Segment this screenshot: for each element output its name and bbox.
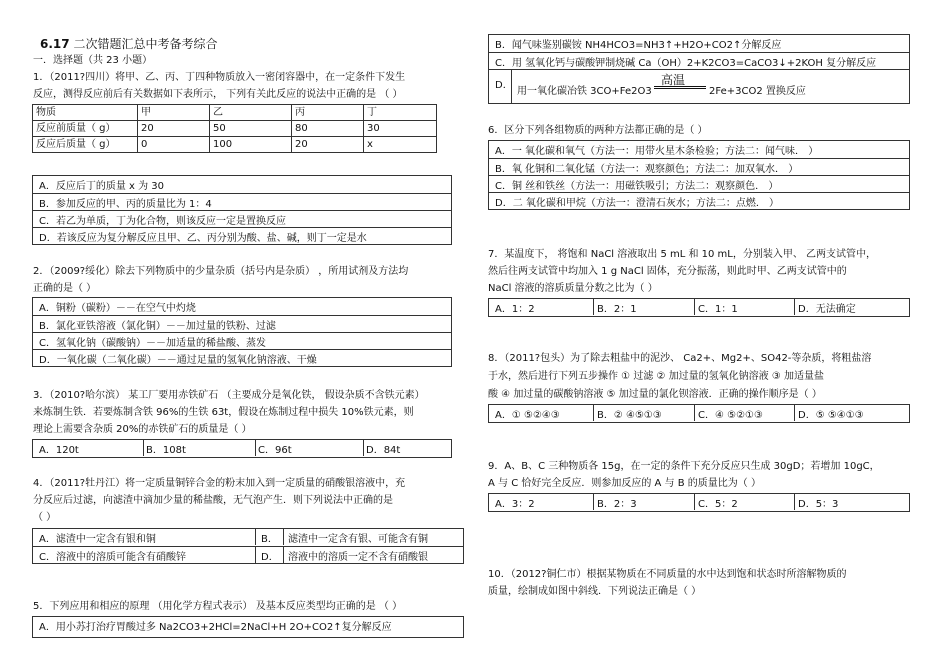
q7-options	[488, 298, 910, 317]
option-d[interactable]: D．无法确定	[798, 304, 856, 315]
option-d-products: 2Fe+3CO2 置换反应	[709, 86, 806, 97]
table-cell: 100	[210, 137, 292, 153]
q5-option-a-box	[32, 616, 464, 638]
q7-stem-line2: 然后往两支试管中均加入 1 g NaCl 固体，充分振荡，则此时甲、乙两支试管中的	[488, 266, 847, 277]
option-b[interactable]: B．闻气味鉴别碳铵 NH4HCO3=NH3↑+H2O+CO2↑分解反应	[495, 40, 782, 51]
option-a[interactable]: A．铜粉（碳粉）－－在空气中灼烧	[39, 303, 196, 314]
q5-stem: 5．下列应用和相应的原理 （用化学方程式表示） 及基本反应类型均正确的是 （ ）	[33, 601, 403, 612]
option-c[interactable]: C．用 氢氧化钙与碳酸钾制烧碱 Ca（OH）2+K2CO3=CaCO3↓+2KOH 复分解反应	[489, 52, 909, 69]
divider	[255, 529, 256, 545]
option-a[interactable]: A．用小苏打治疗胃酸过多 Na2CO3+2HCl=2NaCl+H 2O+CO2↑复分解反应	[39, 622, 392, 633]
q4-options	[32, 528, 464, 564]
q9-stem-line2: A 与 C 恰好完全反应．则参加反应的 A 与 B 的质量比为（ ）	[488, 478, 761, 489]
page-title: 6.17 二次错题汇总中考备考综合	[40, 37, 218, 51]
option-a[interactable]: A．① ⑤②④③	[495, 410, 560, 421]
equals-line-top	[654, 86, 706, 87]
option-a[interactable]: A．反应后丁的质量 x 为 30	[39, 181, 165, 192]
q2-options	[32, 297, 452, 367]
option-a[interactable]: A．滤渣中一定含有银和铜	[39, 534, 156, 545]
option-b[interactable]: B．2：1	[597, 304, 637, 315]
table-cell: x	[364, 137, 437, 153]
option-d[interactable]: D．84t	[366, 445, 401, 456]
option-row	[33, 440, 451, 456]
q9-stem-line1: 9．A、B、C 三种物质各 15g，在一定的条件下充分反应只生成 30gD；若增加 10gC，	[488, 461, 880, 472]
option-b[interactable]: B．参加反应的甲、丙的质量比为 1：4	[33, 193, 451, 210]
table-row	[33, 121, 437, 137]
option-b[interactable]: B．氧 化铜和二氧化锰（方法一：观察颜色；方法二：加双氧水． ）	[489, 158, 909, 175]
table-cell: 反应前质量（ g）	[33, 121, 138, 137]
q1-options	[32, 175, 452, 245]
divider	[511, 70, 512, 104]
option-c[interactable]: C．若乙为单质，丁为化合物，则该反应一定是置换反应	[33, 210, 451, 227]
option-a[interactable]: A．1：2	[495, 304, 535, 315]
q8-stem-line1: 8．（2011?包头）为了除去粗盐中的泥沙、 Ca2+、Mg2+、SO42-等杂质，将粗盐溶	[488, 353, 872, 364]
q6-options	[488, 140, 910, 210]
option-a[interactable]: A．3：2	[495, 499, 535, 510]
q4-stem-line1: 4．（2011?牡丹江）将一定质量铜锌合金的粉末加入到一定质量的硝酸银溶液中，充	[33, 478, 406, 489]
q10-stem-line1: 10．（2012?铜仁市）根据某物质在不同质量的水中达到饱和状态时所溶解物质的	[488, 569, 847, 580]
q3-options	[32, 439, 452, 458]
table-cell: 50	[210, 121, 292, 137]
option-row	[33, 529, 463, 545]
option-c[interactable]: C．溶液中的溶质可能含有硝酸锌	[39, 552, 186, 563]
option-c[interactable]: C．1：1	[698, 304, 738, 315]
q8-stem-line3: 酸 ④ 加过量的碳酸钠溶液 ⑤ 加过量的氯化钡溶液．正确的操作顺序是（ ）	[488, 389, 822, 400]
table-cell: 丙	[292, 105, 364, 121]
table-cell: 甲	[138, 105, 210, 121]
option-row	[489, 405, 909, 421]
q6-stem: 6．区分下列各组物质的两种方法都正确的是（ ）	[488, 125, 708, 136]
option-d[interactable]: D．⑤ ⑤④①③	[798, 410, 864, 421]
option-row	[33, 546, 463, 563]
q3-stem-line1: 3．（2010?哈尔滨） 某工厂要用赤铁矿石 （主要成分是氧化铁， 假设杂质不含铁元素）	[33, 390, 425, 401]
q1-stem-line2: 反应，测得反应前后有关数据如下表所示， 下列有关此反应的说法中正确的是 （ ）	[33, 89, 403, 100]
divider	[694, 494, 695, 510]
option-c[interactable]: C．5：2	[698, 499, 738, 510]
table-cell: 30	[364, 121, 437, 137]
divider	[794, 494, 795, 510]
option-c[interactable]: C．铜 丝和铁丝（方法一：用磁铁吸引；方法二：观察颜色． ）	[489, 175, 909, 192]
option-c[interactable]: C．④ ⑤②①③	[698, 410, 763, 421]
table-cell: 80	[292, 121, 364, 137]
divider	[694, 299, 695, 315]
option-b[interactable]: 滤渣中一定含有银、可能含有铜	[288, 534, 428, 545]
option-b[interactable]: B．氯化亚铁溶液（氯化铜）－－加过量的铁粉、过滤	[33, 315, 451, 332]
option-d[interactable]: 溶液中的溶质一定不含有硝酸银	[288, 552, 428, 563]
option-row	[489, 299, 909, 315]
divider	[283, 529, 284, 545]
equals-line-bottom	[654, 88, 706, 89]
table-cell: 反应后质量（ g）	[33, 137, 138, 153]
table-cell: 20	[138, 121, 210, 137]
option-d[interactable]: D．若该反应为复分解反应且甲、乙、丙分别为酸、盐、碱，则丁一定是水	[33, 227, 451, 244]
option-a[interactable]: A．120t	[39, 445, 79, 456]
q7-stem-line1: 7．某温度下， 将饱和 NaCl 溶液取出 5 mL 和 10 mL，分别装入甲、 乙两支试管中，	[488, 249, 877, 260]
q1-stem-line1: 1．（2011?四川）将甲、乙、丙、丁四种物质放入一密闭容器中，在一定条件下发生	[33, 72, 406, 83]
q2-stem-line2: 正确的是（ ）	[33, 283, 97, 294]
q10-stem-line2: 质量，绘制成如图中斜线．下列说法正确是（ ）	[488, 586, 702, 597]
divider	[593, 405, 594, 421]
q4-stem-line3: （ ）	[33, 512, 57, 523]
divider	[143, 440, 144, 456]
q7-stem-line3: NaCl 溶液的溶质质量分数之比为（ ）	[488, 283, 658, 294]
option-d-label[interactable]: D．	[261, 552, 279, 563]
q4-stem-line2: 分反应后过滤，向滤渣中滴加少量的稀盐酸，无气泡产生．则下列说法中正确的是	[33, 495, 393, 506]
option-d-equation: 用一氧化碳冶铁 3CO+Fe2O3	[517, 86, 652, 97]
option-d[interactable]: D． 用一氧化碳冶铁 3CO+Fe2O3 高温 2Fe+3CO2 置换反应	[489, 69, 909, 104]
divider	[593, 299, 594, 315]
divider	[694, 405, 695, 421]
option-b[interactable]: B．108t	[146, 445, 186, 456]
divider	[255, 547, 256, 563]
option-d[interactable]: D．一氧化碳（二氧化碳）－－通过足量的氢氧化钠溶液、干燥	[33, 349, 451, 366]
divider	[794, 299, 795, 315]
option-row	[489, 494, 909, 510]
divider	[794, 405, 795, 421]
option-c[interactable]: C．氢氧化钠（碳酸钠）－－加适量的稀盐酸、蒸发	[33, 332, 451, 349]
q2-stem-line1: 2．（2009?绥化）除去下列物质中的少量杂质（括号内是杂质） ，所用试剂及方法均	[33, 266, 409, 277]
q3-stem-line2: 来炼制生铁．若要炼制含铁 96%的生铁 63t，假设在炼制过程中损失 10%铁元素，则	[33, 407, 414, 418]
table-cell: 乙	[210, 105, 292, 121]
table-cell: 0	[138, 137, 210, 153]
table-cell: 物质	[33, 105, 138, 121]
divider	[283, 547, 284, 563]
option-c[interactable]: C．96t	[258, 445, 292, 456]
q3-stem-line3: 理论上需要含杂质 20%的赤铁矿石的质量是（ ）	[33, 424, 252, 435]
table-cell: 丁	[364, 105, 437, 121]
option-b[interactable]: B．② ④⑤①③	[597, 410, 662, 421]
divider	[255, 440, 256, 456]
option-b[interactable]: B．2：3	[597, 499, 637, 510]
table-row	[33, 137, 437, 153]
q5-options-continued	[488, 34, 910, 104]
option-d[interactable]: D．二 氧化碳和甲烷（方法一：澄清石灰水；方法二：点燃． ）	[489, 192, 909, 209]
option-d[interactable]: D．5：3	[798, 499, 839, 510]
q8-stem-line2: 于水，然后进行下列五步操作 ① 过滤 ② 加过量的氢氧化钠溶液 ③ 加适量盐	[488, 371, 824, 382]
option-b-label[interactable]: B．	[261, 534, 278, 545]
divider	[593, 494, 594, 510]
reaction-condition: 高温	[661, 73, 686, 87]
table-row	[33, 105, 437, 121]
q8-options	[488, 404, 910, 423]
option-a[interactable]: A．一 氧化碳和氧气（方法一：用带火星木条检验；方法二：闻气味． ）	[495, 146, 819, 157]
q1-data-table	[32, 104, 437, 153]
table-cell: 20	[292, 137, 364, 153]
section-heading: 一．选择题（共 23 小题）	[33, 55, 153, 66]
divider	[363, 440, 364, 456]
q9-options	[488, 493, 910, 512]
